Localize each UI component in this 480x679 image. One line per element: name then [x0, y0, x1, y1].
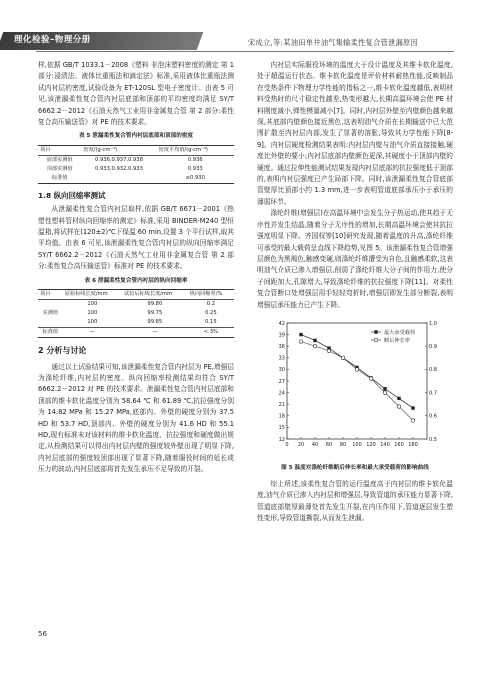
table-row: [38, 165, 234, 174]
paragraph: 从泄漏柔性复合管内衬层取样,依据 GB/T 6671－2001《热塑性塑料管材纵向回缩率的测定》标准,采用 BINDER-M240 型恒温箱,将试样在(120±2)℃下保温 60 min,设置 3 个平行试样,取其平均值。由表 6 可见,该泄漏柔性复合管内衬层的纵向回缩率满足 SY/T 6662.2－2012《石油天然气工业用非金属复合管 第 2 部分:柔性复合高压输送管》标准对 PE 的技术要求。: [38, 205, 234, 271]
table-cell: 标准值: [51, 174, 68, 181]
section-heading: 1.8 纵向回缩率测试: [38, 190, 106, 200]
data-point: [397, 397, 400, 400]
data-point: [313, 339, 316, 342]
data-point: [299, 340, 303, 344]
y-right-tick-label: 0.6: [429, 413, 437, 420]
table-header: 密度/(g·cm⁻³): [81, 145, 156, 155]
data-point: [341, 356, 345, 360]
table-row: [38, 328, 234, 338]
paragraph: 内衬层实际服役环境的温度大于设计温度及其维卡软化温度,处于超温运行状态。维卡软化温度是评价材料耐热性能,反映制品在受热条件下物理力学性能的指标之一,维卡软化温度越低,表明材料受热时的尺寸稳定性越差,热变形越大,长期高温环境会使 PE 材料刚度减小,弹性模量减小[7]。同时,内衬层外壁至内壁颜色越来越深,其底部内壁颜色接近黑色,这表明油气介质在长期输送中已大范围扩散至内衬层内部,发生了显著的溶胀,导致其力学性能下降[8-9]。内衬层硬度检测结果表明:内衬层内壁与油气介质直接接触,硬度比外壁的要小;内衬层底部内壁颜色更深,其硬度小于顶部内壁的硬度。通过拉伸性能测试结果发现内衬层底部的抗拉强度低于顶部的,表明内衬层强度已产生局部下降。同时,该泄漏柔性复合管底部管壁厚比顶部小约 1.3 mm,进一步表明管道底部承压小于承压的薄弱环节。: [257, 61, 453, 206]
table5: [38, 145, 234, 184]
table-header: 纵向回缩率/%: [188, 290, 234, 300]
table-row: [38, 174, 234, 184]
legend-label: 最大承受载荷: [384, 329, 416, 336]
table-row: [38, 309, 234, 318]
table-cell: 99.85: [147, 319, 163, 326]
table6-caption: 表 6 泄漏柔性复合管内衬层的纵向回缩率: [84, 277, 188, 284]
table-header: 密度平均值/(g·cm⁻³): [157, 145, 234, 155]
paragraph: 样,依据 GB/T 1033.1－2008《塑料 非泡沫塑料密度的测定 第 1 部分:浸渍法、液体比重瓶法和滴定法》标准,采用液体比重瓶法测试内衬层的密度,试验设备为 ET-120SL 型电子密度计。由表 5 可见,该泄漏柔性复合管内衬层底部和顶部的平均密度均满足 SY/T 6662.2－2012《石油天然气工业用非金属复合管 第 2 部分:柔性复合高压输送管》对 PE 的技术要求。: [38, 61, 234, 127]
table-header: 项目: [38, 145, 81, 155]
paragraph: 通过以上试验结果可知,该泄漏柔性复合管内衬层为 PE,增强层为涤纶纤维,内衬层的密度、纵向回缩率检测结果均符合 SY/T 6662.2－2012 对 PE 的技术要求。泄漏柔性复合管内衬层底部和顶部的维卡软化温度分别为 58.64 ℃ 和 61.89 ℃,抗拉强度分别为 14.82 MPa 和 15.27 MPa,底部内、外壁的硬度分别为 37.5 HD 和 53.7 HD,顶部内、外壁的硬度分别为 41.6 HD 和 55.1 HD,现有标准未对该材料的维卡软化温度、抗拉强度和硬度做出规定,从检测结果可以得出内衬层内壁的强度较外壁出现了明显下降,内衬层底部的强度较顶部出现了显著下降,随着服役时间的延长或压力的波动,内衬层底部将首先发生承压不足导致的开裂。: [38, 362, 234, 474]
table-cell: 0.25: [205, 310, 217, 317]
table-cell: 0.936,0.937,0.938: [95, 156, 143, 163]
table-cell: 标准值: [38, 328, 63, 338]
table5-caption: 表 5 泄漏柔性复合管内衬层底部和顶部的密度: [78, 133, 194, 140]
data-point: [313, 344, 317, 348]
y-left-tick-label: 18: [278, 413, 285, 420]
y-left-tick-label: 42: [278, 320, 285, 327]
table-header: 原始标线长度/mm: [63, 290, 122, 300]
x-tick-label: 40: [311, 441, 319, 448]
data-point: [327, 349, 331, 353]
table-cell: 0.933,0.932,0.933: [95, 165, 143, 172]
data-point: [355, 368, 359, 372]
y-left-tick-label: 36: [278, 343, 285, 350]
section-heading: 2 分析与讨论: [38, 346, 87, 356]
y-right-tick-label: 0.7: [429, 390, 437, 397]
table6: [38, 289, 234, 338]
legend-label: 断后伸长率: [384, 337, 410, 344]
table-row: [38, 300, 234, 310]
legend-marker: [374, 330, 377, 333]
table-cell: 0.15: [205, 319, 217, 326]
table-header: 试验后标线长度/mm: [122, 290, 188, 300]
data-point: [383, 387, 386, 390]
header-rule: [36, 51, 454, 52]
table-cell: [81, 174, 156, 184]
running-title: 宋成立,等:某油田单井油气集输柔性复合管泄漏原因: [248, 38, 419, 47]
x-tick-label: 120: [366, 441, 376, 448]
table-row: [38, 318, 234, 328]
paragraph: 综上所述,该柔性复合管的运行温度高于内衬层的维卡软化温度,油气介质已渗入内衬层和增强层,导致管道的承压能力显著下降,管道底部壁厚最薄处首先发生开裂,在内压作用下,管道逐层发生塑性变形,导致管道撕裂,从而发生泄漏。: [257, 479, 453, 522]
x-tick-label: 80: [339, 441, 347, 448]
table-cell: < 3%: [188, 328, 234, 338]
data-point: [299, 333, 302, 336]
data-point: [369, 377, 373, 381]
y-right-tick-label: 0.8: [429, 367, 437, 374]
table-header: 项目: [38, 290, 63, 300]
table-cell: 99.80: [147, 301, 163, 308]
y-left-tick-label: 12: [278, 436, 285, 443]
table-cell: 实测值: [42, 310, 59, 317]
table-cell: 99.75: [147, 310, 163, 317]
y-left-tick-label: 21: [278, 401, 285, 408]
data-point: [411, 406, 414, 409]
y-right-tick-label: 0.9: [429, 343, 437, 350]
series-line: [301, 341, 413, 420]
figure5-chart: [257, 317, 453, 457]
x-tick-label: 20: [297, 441, 305, 448]
x-tick-label: 0: [285, 441, 289, 448]
figure5-caption: 图 5 温度对涤纶纤维断后伸长率和最大承受载荷的影响曲线: [281, 465, 429, 472]
journal-name: 理化检验–物理分册: [14, 35, 91, 45]
table-cell: 0.933: [187, 165, 203, 172]
table-cell: 顶部实测值: [46, 165, 73, 172]
table-cell: 100: [87, 301, 98, 308]
y-left-tick-label: 39: [278, 332, 285, 339]
table-row: [38, 155, 234, 165]
y-left-tick-label: 27: [278, 378, 285, 385]
y-right-tick-label: 1.0: [429, 320, 437, 327]
x-tick-label: 160: [394, 441, 404, 448]
paragraph: 涤纶纤维(增强层)在高温环境中会发生分子热运动,使其趋于无序性并发生结晶,随着分子无序性的增加,长期高温环境会使其抗拉强度明显下降。齐国权等[10]研究发现,随着温度的升高,涤纶纤维可承受的最大载荷呈直线下降趋势,见图 5。该泄漏柔性复合管增强层颜色为黑褐色,触感变硬,则涤纶纤维遭受为自色,且触感柔软,这表明油气介质已渗入增强层,削弱了涤纶纤维大分子间的作用力,使分子间距加大,孔隙增大,导致涤纶纤维的抗拉强度下降[11]。对柔性复合管断口处增强层用手轻轻弯折时,增强层即发生部分断裂,表明增强层承压能力已产生下降。: [257, 209, 453, 309]
table-cell: 0.2: [206, 301, 215, 308]
page-number: 56: [38, 630, 47, 638]
table-cell: ≥0.930: [185, 174, 205, 181]
table-cell: —: [63, 328, 122, 338]
y-left-tick-label: 33: [278, 355, 285, 362]
x-tick-label: 180: [408, 441, 418, 448]
data-point: [411, 419, 415, 423]
table-cell: 底部实测值: [46, 156, 73, 163]
y-right-tick-label: 0.5: [429, 436, 437, 443]
table-cell: —: [122, 328, 188, 338]
x-tick-label: 100: [352, 441, 362, 448]
table-cell: 100: [87, 319, 98, 326]
x-tick-label: 140: [380, 441, 390, 448]
y-left-tick-label: 30: [278, 367, 285, 374]
y-left-tick-label: 24: [278, 390, 285, 397]
data-point: [383, 391, 387, 395]
right-column: [257, 60, 453, 524]
left-column: [38, 60, 234, 476]
table-cell: 0.936: [187, 156, 203, 163]
legend-marker: [374, 338, 378, 342]
page-header: [0, 0, 480, 60]
data-point: [397, 405, 401, 409]
y-left-tick-label: 15: [278, 425, 285, 432]
table-cell: 100: [87, 310, 98, 317]
x-tick-label: 60: [325, 441, 333, 448]
